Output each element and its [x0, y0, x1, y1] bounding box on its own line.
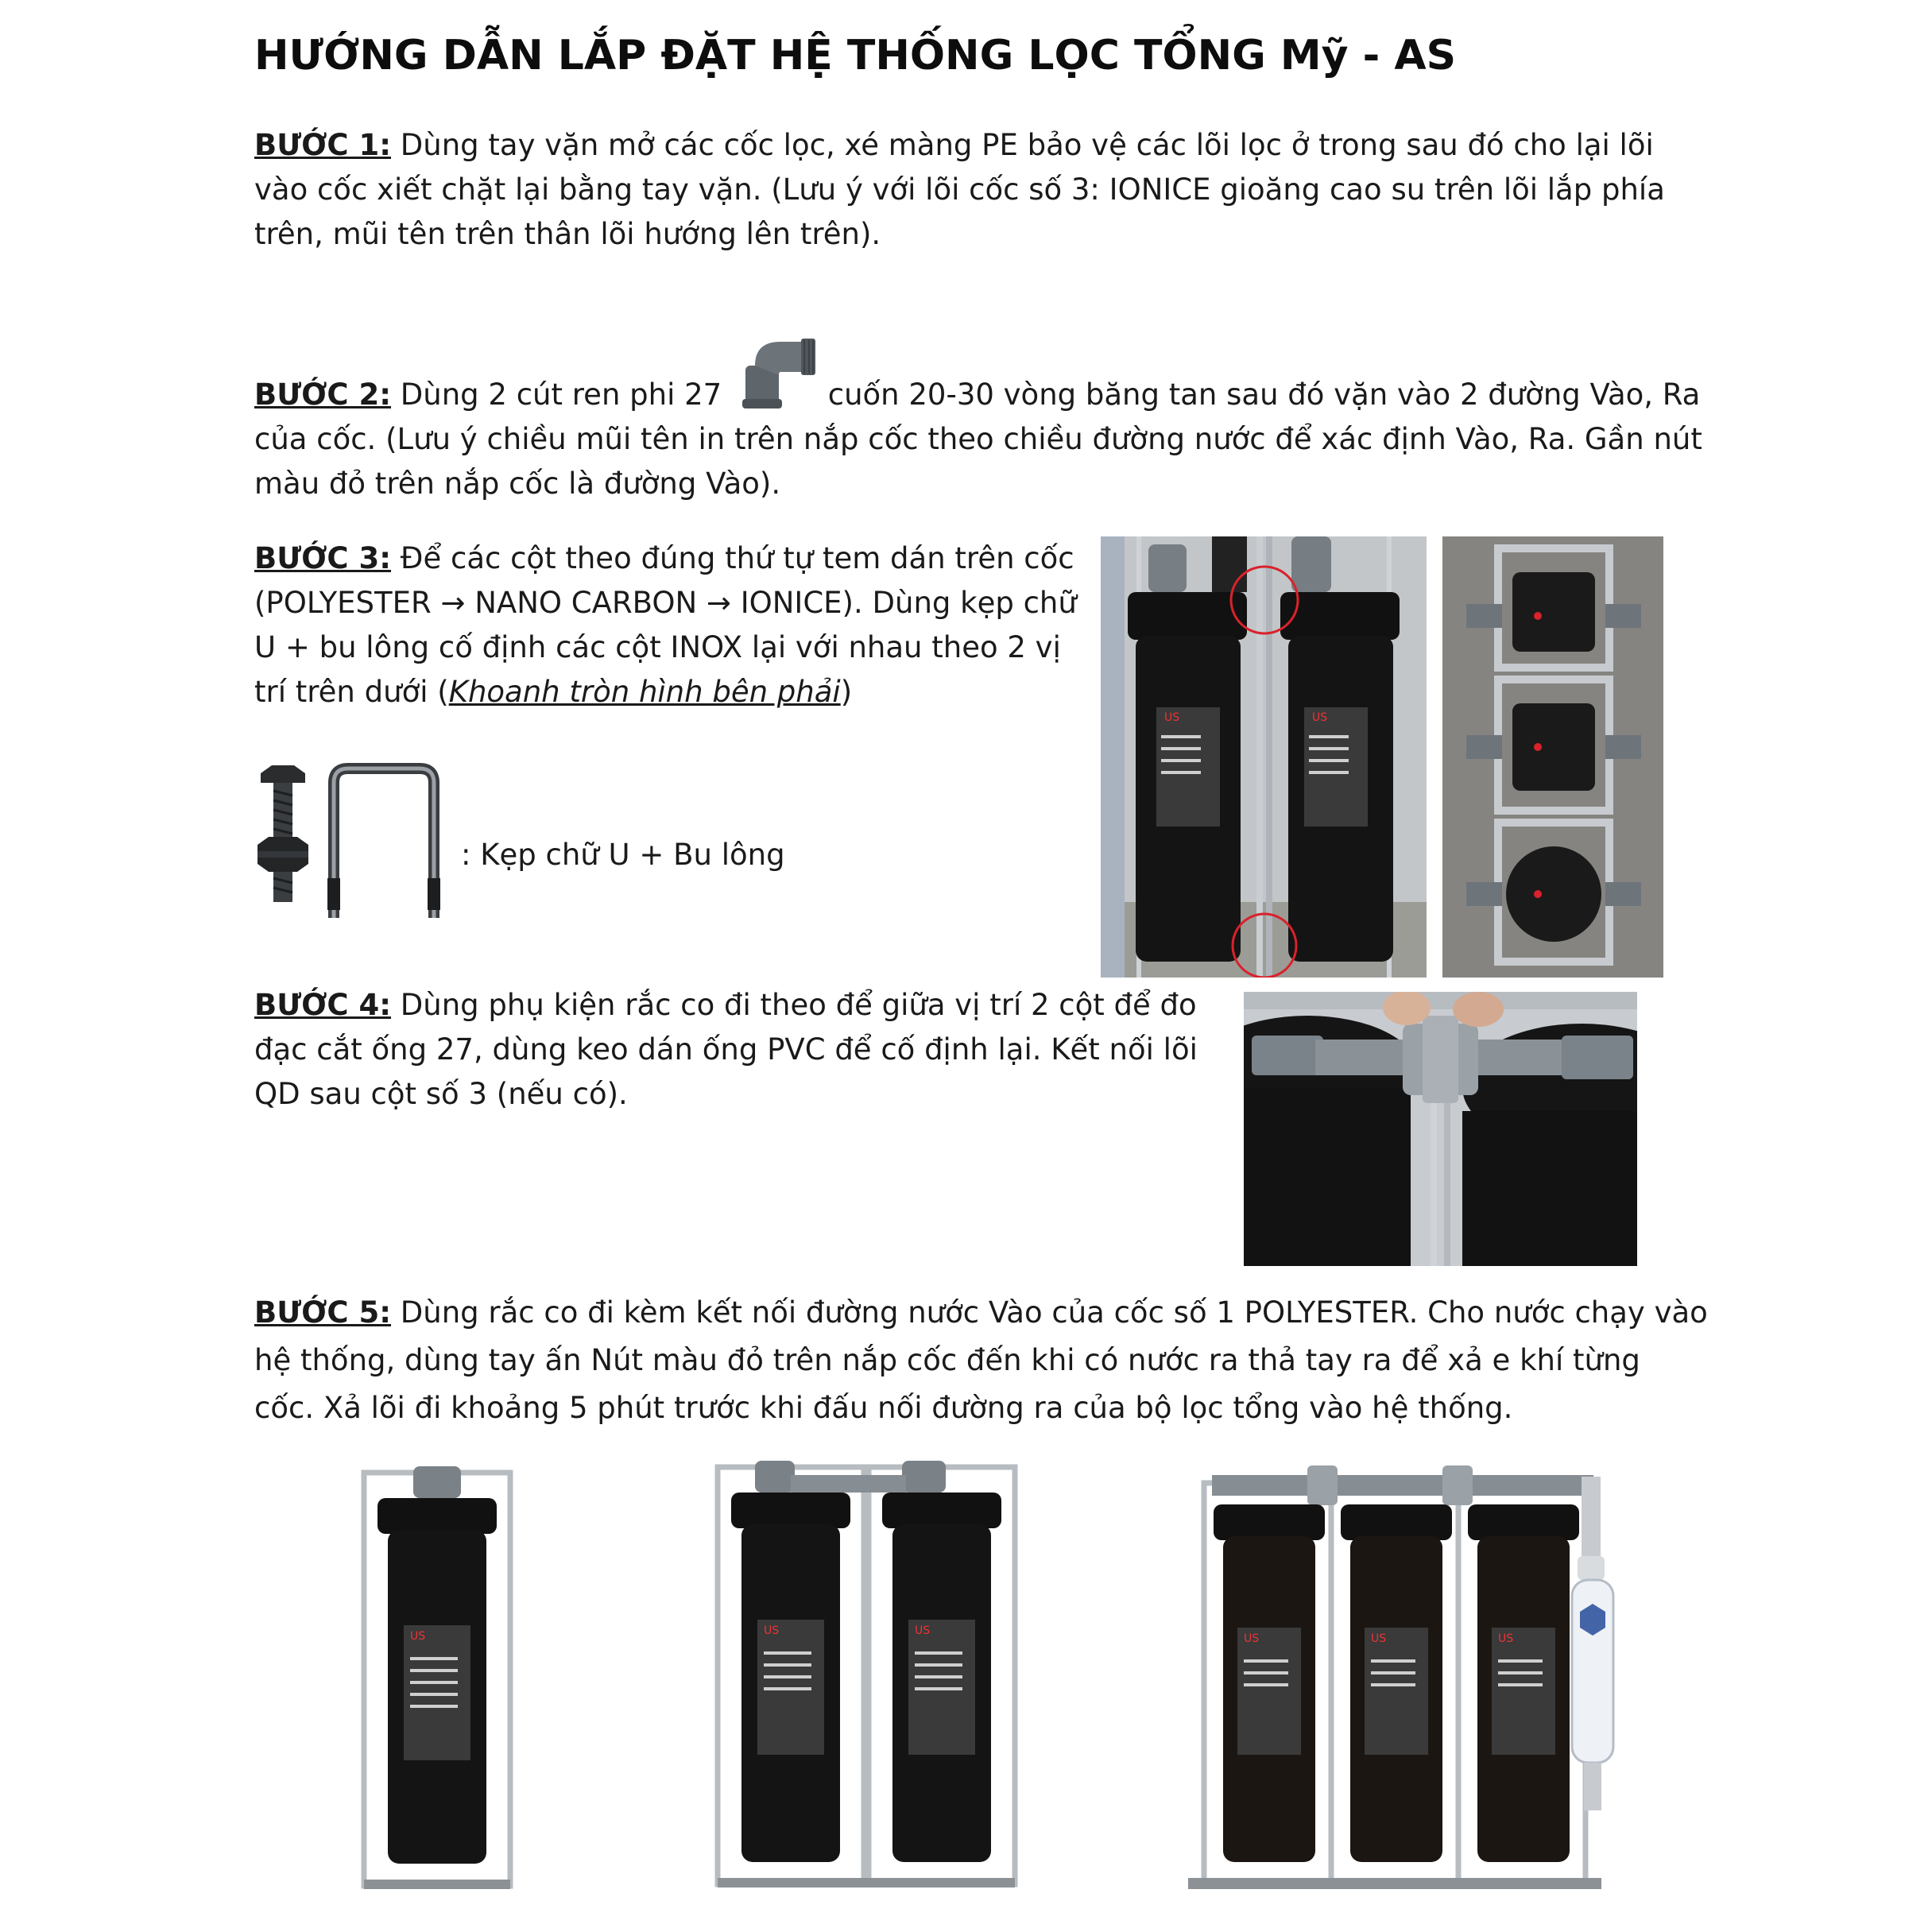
label-brand-4: US: [764, 1624, 780, 1637]
label-brand-1: US: [1164, 711, 1180, 724]
step-1-text: Dùng tay vặn mở các cốc lọc, xé màng PE bảo vệ các lõi lọc ở trong sau đó cho lại lõi vào cốc xiết chặt lại bằng tay vặn. (Lưu ý với lõi cốc số 3: IONICE gioăng cao su trên lõi lắp phía trên, mũi tên trên thân lõi hướng lên trên).: [254, 128, 1665, 251]
step-3-photo-top-view: [1442, 536, 1663, 978]
step-3-paragraph: [254, 536, 1085, 714]
step-3-text: Để các cột theo đúng thứ tự tem dán trên cốc (POLYESTER → NANO CARBON → IONICE). Dùng kẹp chữ U + bu lông cố định các cột INOX lại với nhau theo 2 vị trí trên dưới (: [254, 541, 1077, 709]
label-brand-5: US: [915, 1624, 931, 1637]
step-5-text: Dùng rắc co đi kèm kết nối đường nước Vào của cốc số 1 POLYESTER. Cho nước chạy vào hệ thống, dùng tay ấn Nút màu đỏ trên nắp cốc đến khi có nước ra thả tay ra để xả e khí từng cốc. Xả lõi đi khoảng 5 phút trước khi đấu nối đường ra của bộ lọc tổng vào hệ thống.: [254, 1295, 1708, 1425]
step-3-text-end: ): [840, 675, 853, 709]
product-single-housing: [358, 1466, 517, 1903]
step-1-label: BƯỚC 1:: [254, 128, 392, 162]
label-brand-8: US: [1498, 1632, 1514, 1645]
label-brand-2: US: [1312, 711, 1328, 724]
step-2-paragraph: [254, 370, 1709, 506]
step-2-text-after: cuốn 20-30 vòng băng tan sau đó vặn vào 2 đường Vào, Ra của cốc. (Lưu ý chiều mũi tên in trên nắp cốc theo chiều đường nước để xác định Vào, Ra. Gần nút màu đỏ trên nắp cốc là đường Vào).: [254, 377, 1702, 501]
page-title: HƯỚNG DẪN LẮP ĐẶT HỆ THỐNG LỌC TỔNG Mỹ - AS: [254, 32, 1457, 79]
step-2-label: BƯỚC 2:: [254, 377, 392, 412]
step-4-photo-union-fitting: [1244, 992, 1637, 1266]
label-brand-7: US: [1371, 1632, 1387, 1645]
step-4-paragraph: [254, 983, 1208, 1117]
step-2-text-before: Dùng 2 cút ren phi 27: [391, 377, 731, 412]
step-5-paragraph: [254, 1289, 1709, 1432]
product-double-housing: [711, 1461, 1021, 1902]
product-triple-housing-with-qd: [1180, 1461, 1621, 1902]
u-clamp-bolt-image: [254, 759, 453, 930]
step-3-label: BƯỚC 3:: [254, 541, 392, 575]
label-brand-3: US: [410, 1630, 426, 1643]
elbow-fitting-image: [731, 370, 819, 409]
step-1-paragraph: [254, 123, 1709, 257]
step-5-label: BƯỚC 5:: [254, 1295, 392, 1330]
clamp-caption: : Kẹp chữ U + Bu lông: [461, 838, 785, 872]
label-brand-6: US: [1244, 1632, 1260, 1645]
step-3-photo-two-housings: [1101, 536, 1427, 978]
step-3-italic-note: Khoanh tròn hình bên phải: [448, 675, 841, 709]
step-4-text: Dùng phụ kiện rắc co đi theo để giữa vị trí 2 cột để đo đạc cắt ống 27, dùng keo dán ống PVC để cố định lại. Kết nối lõi QD sau cột số 3 (nếu có).: [254, 988, 1198, 1111]
step-4-label: BƯỚC 4:: [254, 988, 392, 1022]
